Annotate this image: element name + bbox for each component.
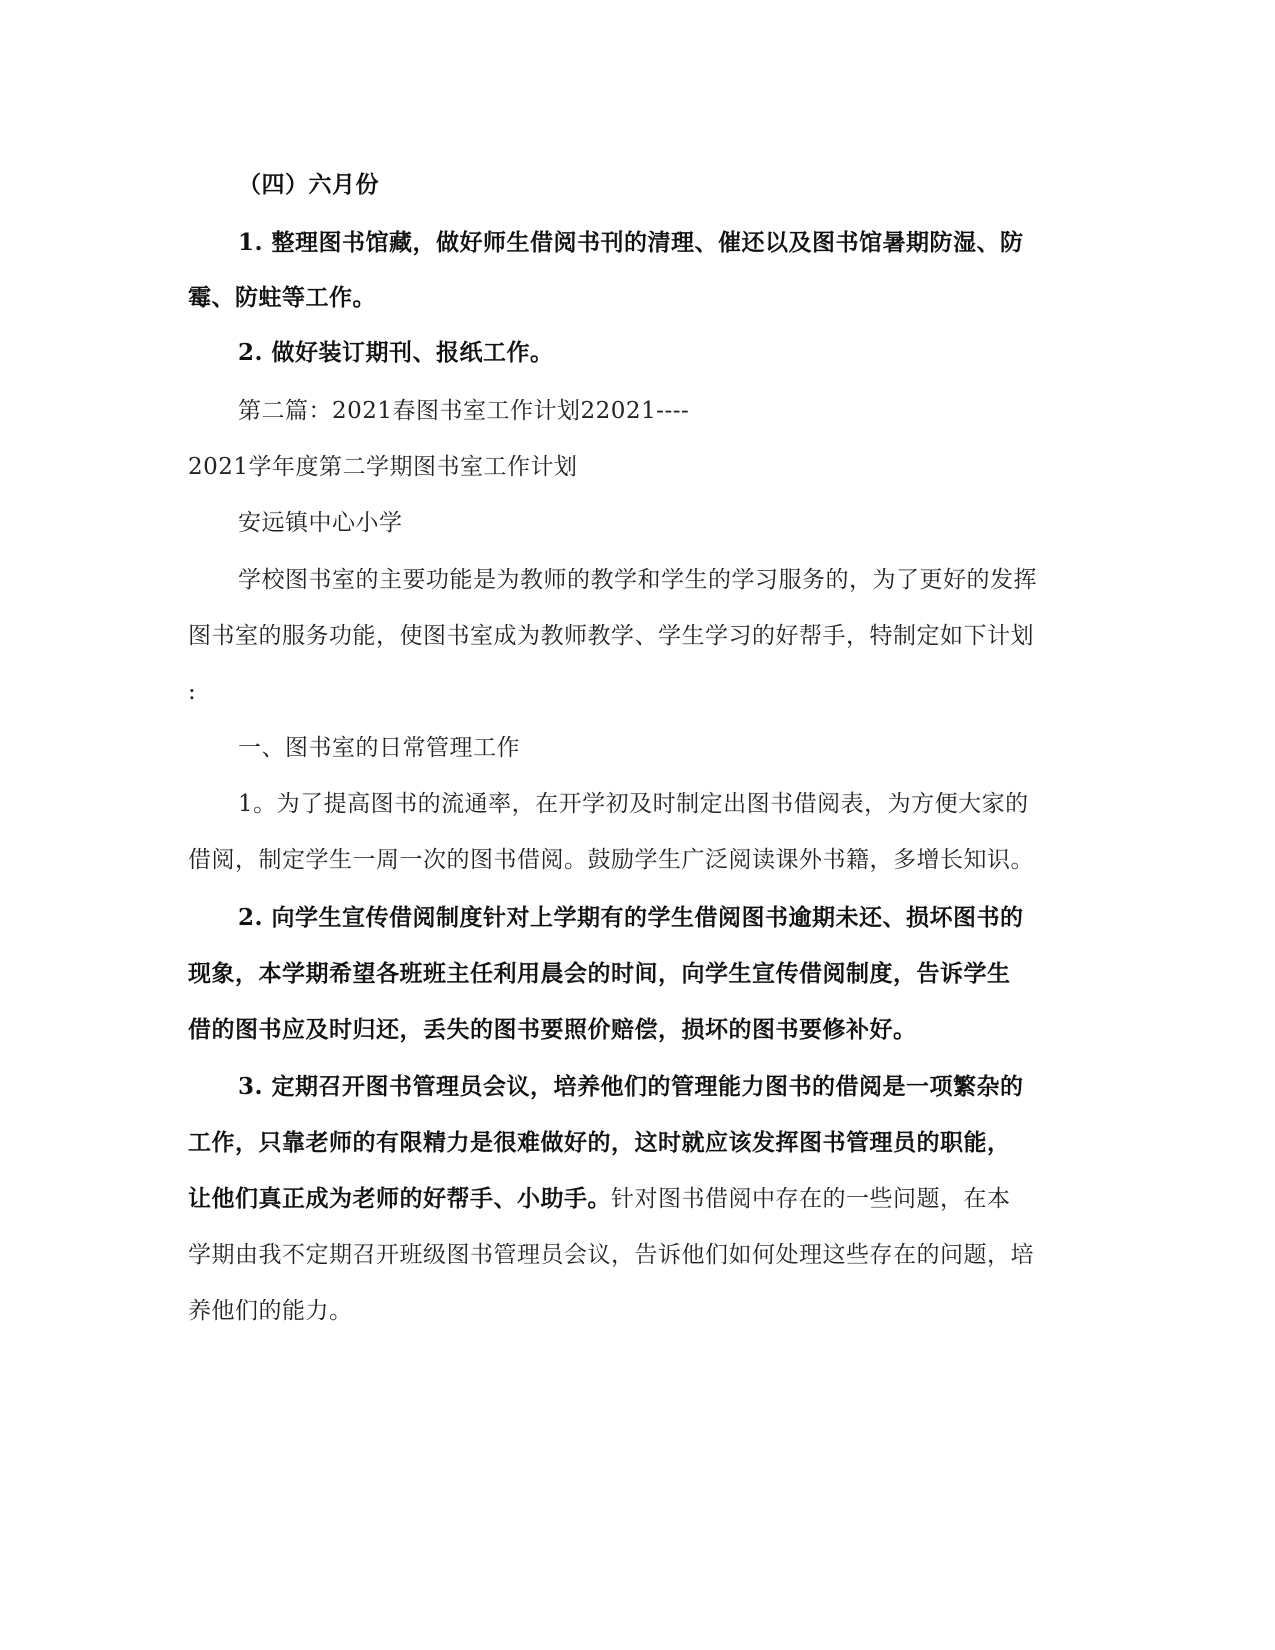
paragraph-line: 工作，只靠老师的有限精力是很难做好的，这时就应该发挥图书管理员的职能， — [188, 1129, 1011, 1156]
paragraph-line: 借阅，制定学生一周一次的图书借阅。鼓励学生广泛阅读课外书籍，多增长知识。 — [188, 847, 1034, 873]
paragraph-line: 霉、防蛀等工作。 — [188, 284, 376, 311]
school-name: 安远镇中心小学 — [238, 510, 403, 536]
paragraph-line: 养他们的能力。 — [188, 1298, 353, 1324]
paragraph-line: 学期由我不定期召开班级图书管理员会议，告诉他们如何处理这些存在的问题，培 — [188, 1242, 1034, 1268]
section-heading-june: （四）六月份 — [238, 171, 379, 198]
paragraph-line: : — [188, 679, 197, 705]
paragraph-line: 1. 整理图书馆藏，做好师生借阅书刊的清理、催还以及图书馆暑期防湿、防 — [238, 229, 1024, 256]
paragraph-line: 2. 向学生宣传借阅制度针对上学期有的学生借阅图书逾期未还、损坏图书的 — [238, 904, 1024, 931]
paragraph-line: 学校图书室的主要功能是为教师的教学和学生的学习服务的，为了更好的发挥 — [238, 567, 1037, 593]
article-title-line: 2021学年度第二学期图书室工作计划 — [188, 454, 578, 480]
paragraph-line: 图书室的服务功能，使图书室成为教师教学、学生学习的好帮手，特制定如下计划 — [188, 623, 1034, 649]
article-title-line: 第二篇：2021春图书室工作计划22021---- — [238, 398, 690, 424]
section-heading: 一、图书室的日常管理工作 — [238, 735, 520, 761]
paragraph-line-mixed — [188, 1184, 1011, 1214]
paragraph-line: 现象，本学期希望各班班主任利用晨会的时间，向学生宣传借阅制度，告诉学生 — [188, 960, 1011, 987]
paragraph-line: 借的图书应及时归还，丢失的图书要照价赔偿，损坏的图书要修补好。 — [188, 1016, 917, 1043]
paragraph-line: 3. 定期召开图书管理员会议，培养他们的管理能力图书的借阅是一项繁杂的 — [238, 1073, 1024, 1100]
bold-segment: 让他们真正成为老师的好帮手、小助手。 — [188, 1185, 611, 1212]
paragraph-line: 1。为了提高图书的流通率，在开学初及时制定出图书借阅表，为方便大家的 — [238, 791, 1029, 817]
paragraph-line: 2. 做好装订期刊、报纸工作。 — [238, 339, 554, 366]
regular-segment: 针对图书借阅中存在的一些问题，在本 — [611, 1186, 1011, 1212]
